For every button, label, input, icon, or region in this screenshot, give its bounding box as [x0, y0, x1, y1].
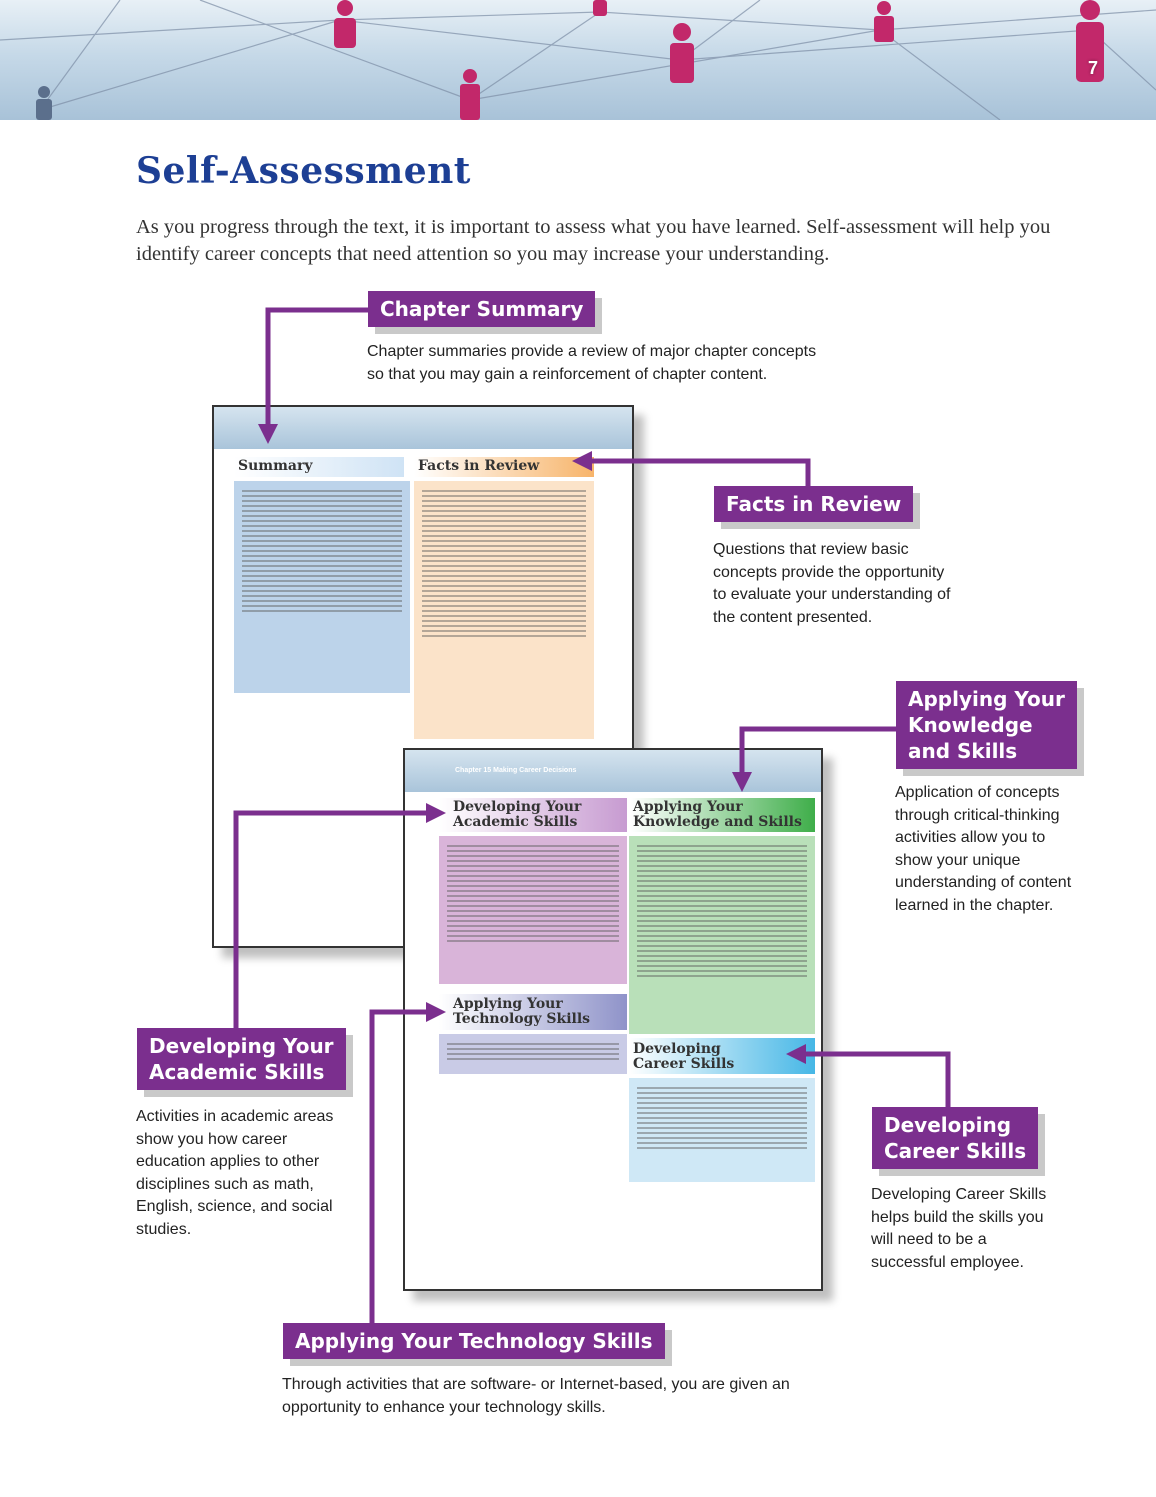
knowledge-skills-title: Applying Your Knowledge and Skills: [633, 799, 802, 830]
academic-skills-description: Activities in academic areas show you how career education applies to other disciplines such as math, English, science, and social studies.: [136, 1108, 334, 1238]
facts-in-review-label: Facts in Review: [714, 486, 913, 522]
sample-page-header: [214, 407, 632, 449]
academic-skills-label: Developing Your Academic Skills: [137, 1028, 346, 1090]
facts-in-review-title: Facts in Review: [418, 458, 540, 474]
facts-in-review-panel: [414, 481, 594, 739]
applying-knowledge-label: Applying Your Knowledge and Skills: [896, 681, 1077, 769]
career-skills-label: Developing Career Skills: [872, 1107, 1038, 1169]
knowledge-skills-panel: [629, 836, 815, 1034]
career-skills-panel: [629, 1078, 815, 1182]
sample-page-activities: [403, 748, 823, 1291]
academic-skills-title: Developing Your Academic Skills: [453, 799, 582, 830]
chapter-summary-description: Chapter summaries provide a review of major chapter concepts so that you may gain a reinforcement of chapter content.: [367, 343, 817, 383]
summary-panel: [234, 481, 410, 693]
applying-knowledge-description: Application of concepts through critical-thinking activities allow you to show your unique understanding of content learned in the chapter.: [895, 784, 1072, 914]
sample-page-running-head: Chapter 15 Making Career Decisions: [455, 767, 577, 774]
facts-in-review-description: Questions that review basic concepts provide the opportunity to evaluate your understanding of the content presented.: [713, 541, 951, 626]
career-skills-description: Developing Career Skills helps build the skills you will need to be a successful employee.: [871, 1186, 1047, 1271]
technology-skills-label: Applying Your Technology Skills: [283, 1323, 665, 1359]
page-number: 7: [1087, 58, 1098, 78]
intro-paragraph: As you progress through the text, it is important to assess what you have learned. Self-assessment will help you identify career concepts that need attention so you may increase your understanding.: [136, 216, 1051, 265]
technology-skills-title: Applying Your Technology Skills: [453, 996, 591, 1027]
chapter-summary-label: Chapter Summary: [368, 291, 595, 327]
network-people-illustration: [0, 0, 1156, 120]
header-banner: [0, 0, 1156, 120]
technology-skills-panel: [439, 1034, 627, 1074]
page-title: Self-Assessment: [136, 150, 471, 192]
technology-skills-description: Through activities that are software- or Internet-based, you are given an opportunity to enhance your technology skills.: [282, 1376, 790, 1416]
academic-skills-panel: [439, 836, 627, 984]
career-skills-title: Developing Career Skills: [633, 1041, 735, 1072]
summary-title: Summary: [238, 458, 313, 474]
